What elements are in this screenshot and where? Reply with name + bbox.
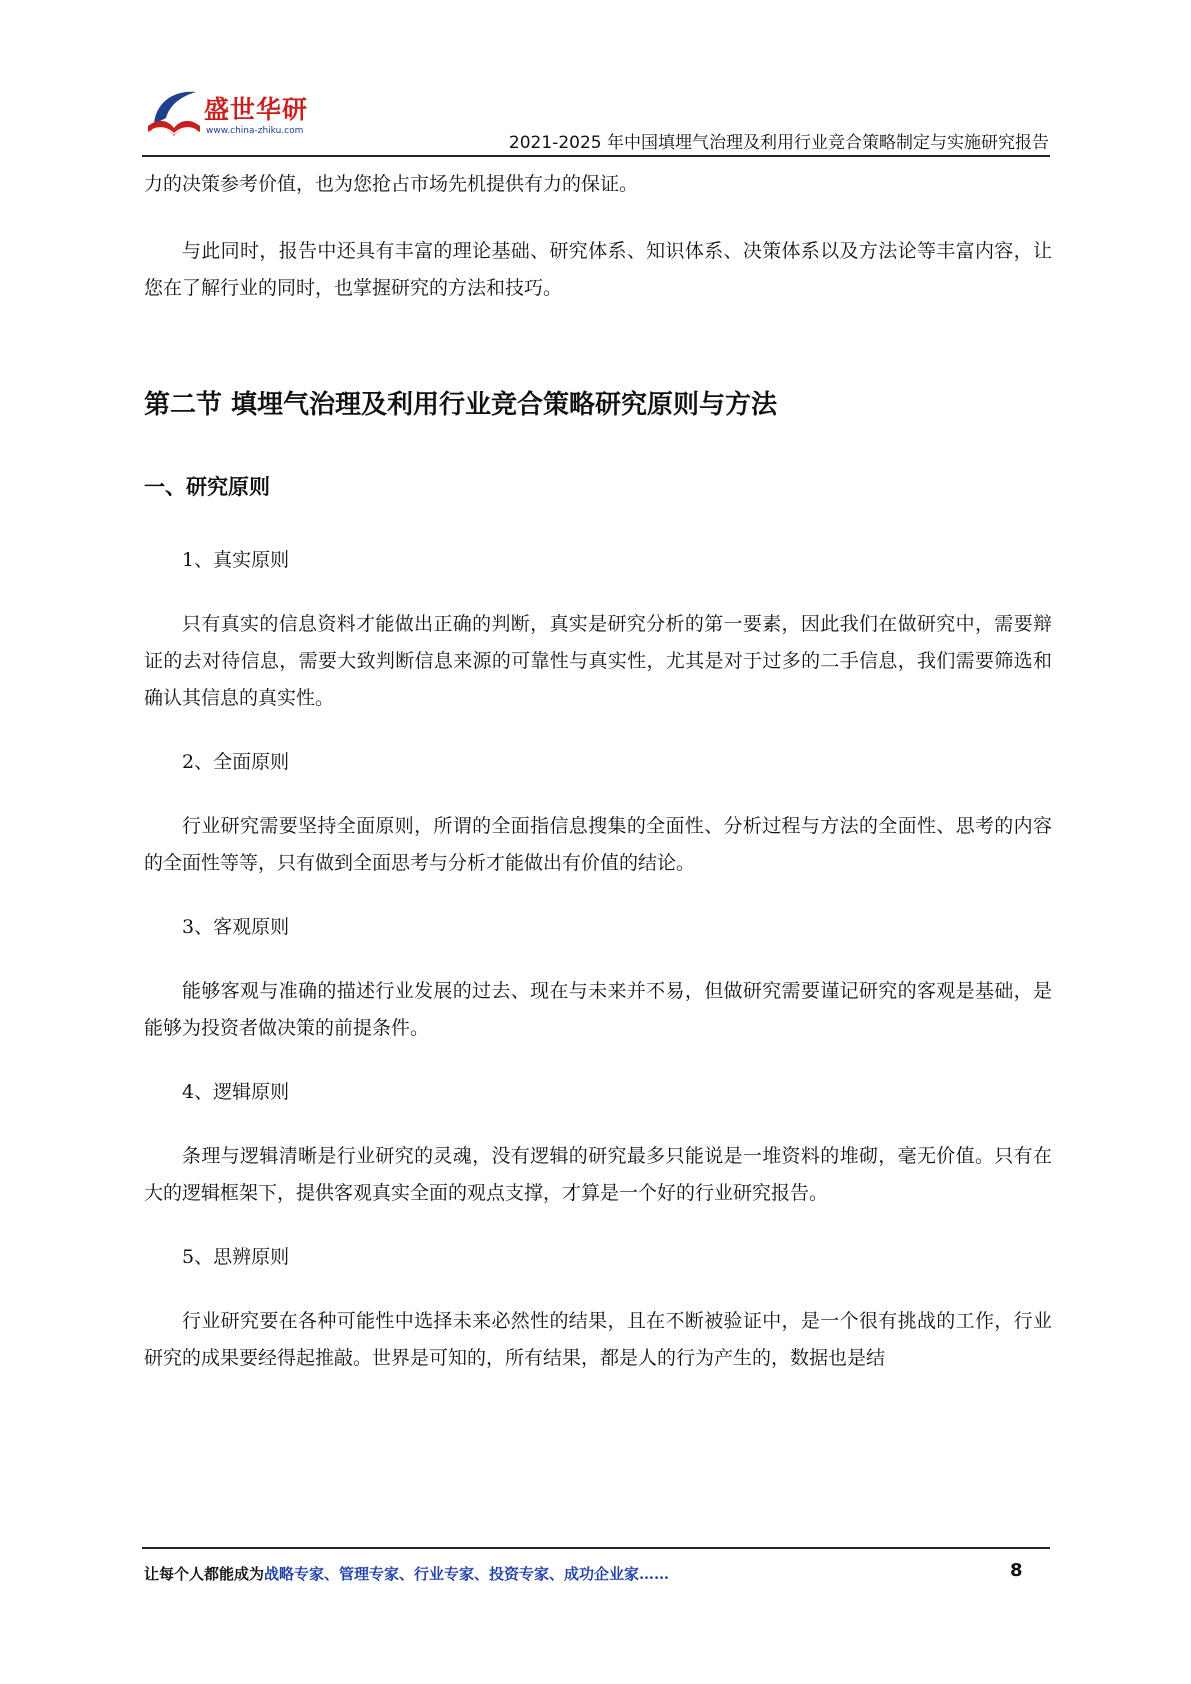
principle-text: 只有真实的信息资料才能做出正确的判断，真实是研究分析的第一要素，因此我们在做研究中，需要辩证的去对待信息，需要大致判断信息来源的可靠性与真实性，尤其是对于过多的二手信息，我们需要筛选和确认其信息的真实性。 — [144, 613, 1052, 709]
principle-title: 5、思辨原则 — [182, 1246, 290, 1268]
slogan-prefix: 让每个人都能成为 — [144, 1565, 265, 1583]
principle-title: 1、真实原则 — [182, 549, 290, 571]
slogan-highlight: 战略专家、管理专家、行业专家、投资专家、成功企业家…… — [264, 1565, 670, 1583]
principle-text: 行业研究需要坚持全面原则，所谓的全面指信息搜集的全面性、分析过程与方法的全面性、思考的内容的全面性等等，只有做到全面思考与分析才能做出有价值的结论。 — [144, 815, 1052, 874]
section-title: 第二节 填埋气治理及利用行业竞合策略研究原则与方法 — [144, 390, 778, 420]
principle-title: 2、全面原则 — [182, 751, 290, 773]
principle-text: 条理与逻辑清晰是行业研究的灵魂，没有逻辑的研究最多只能说是一堆资料的堆砌，毫无价值。只有在大的逻辑框架下，提供客观真实全面的观点支撑，才算是一个好的行业研究报告。 — [144, 1145, 1052, 1204]
report-title: 2021-2025 年中国填埋气治理及利用行业竞合策略制定与实施研究报告 — [508, 133, 1049, 153]
principle-text: 能够客观与准确的描述行业发展的过去、现在与未来并不易，但做研究需要谨记研究的客观是基础，是能够为投资者做决策的前提条件。 — [144, 980, 1052, 1039]
logo-book-icon — [144, 84, 204, 140]
page-number: 8 — [1010, 1560, 1023, 1581]
subsection-title: 一、研究原则 — [144, 475, 270, 499]
meanwhile-paragraph: 与此同时，报告中还具有丰富的理论基础、研究体系、知识体系、决策体系以及方法论等丰富内容，让您在了解行业的同时，也掌握研究的方法和技巧。 — [144, 240, 1052, 299]
page-content — [144, 166, 1052, 1377]
logo-url: www.china-zhiku.com — [206, 126, 304, 136]
footer-slogan — [144, 1563, 669, 1584]
principle-text: 行业研究要在各种可能性中选择未来必然性的结果，且在不断被验证中，是一个很有挑战的工作，行业研究的成果要经得起推敲。世界是可知的，所有结果，都是人的行为产生的，数据也是结 — [144, 1310, 1052, 1369]
logo-name: 盛世华研 — [204, 95, 309, 124]
company-logo — [144, 84, 314, 144]
principle-title: 3、客观原则 — [182, 916, 290, 938]
principle-title: 4、逻辑原则 — [182, 1081, 290, 1103]
carryover-paragraph: 力的决策参考价值，也为您抢占市场先机提供有力的保证。 — [144, 173, 639, 195]
header-divider — [142, 155, 1050, 157]
footer-divider — [142, 1547, 1050, 1549]
